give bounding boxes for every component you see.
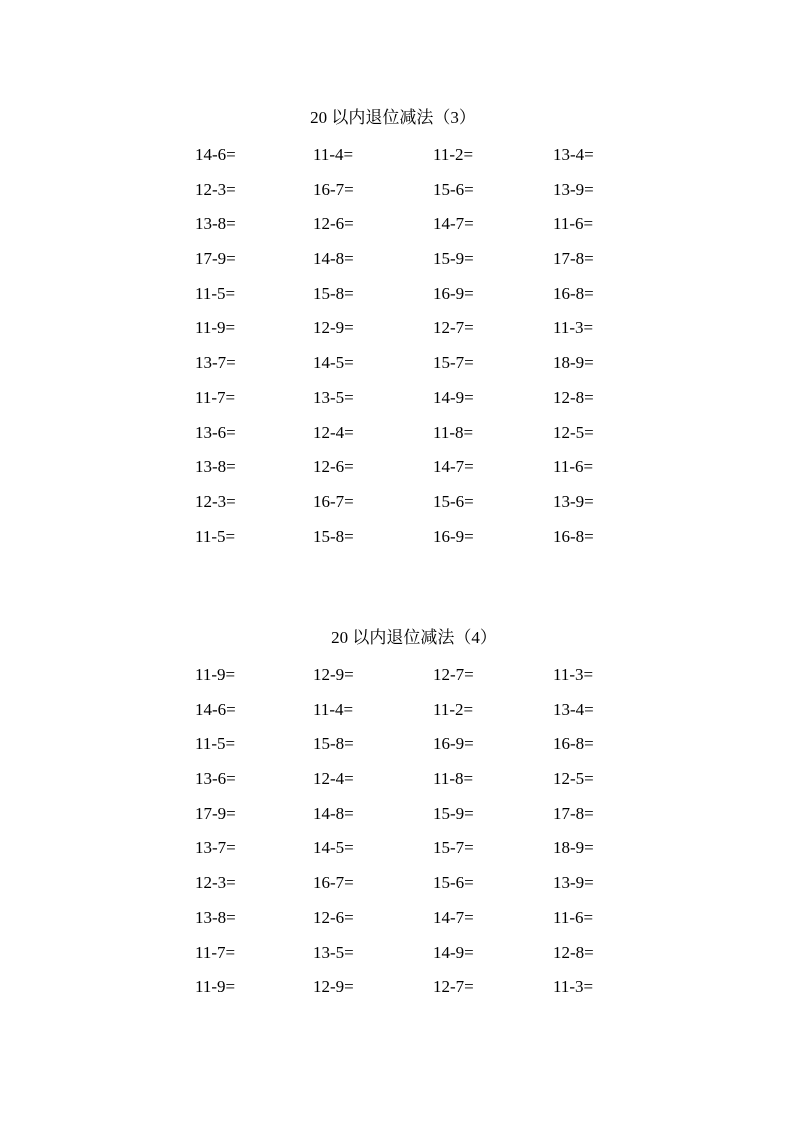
subtraction-problem: 15-6= <box>433 873 474 893</box>
subtraction-problem: 14-5= <box>313 353 354 373</box>
subtraction-problem: 16-9= <box>433 283 474 303</box>
subtraction-problem: 15-6= <box>433 491 474 511</box>
subtraction-problem: 16-7= <box>313 491 354 511</box>
subtraction-problem: 11-8= <box>433 769 474 789</box>
problem-row <box>195 277 655 312</box>
subtraction-problem: 15-8= <box>313 526 354 546</box>
problem-row <box>195 831 655 866</box>
subtraction-problem: 11-2= <box>433 699 474 719</box>
subtraction-problem: 18-9= <box>553 838 594 858</box>
subtraction-problem: 17-8= <box>553 249 594 269</box>
subtraction-problem: 12-5= <box>553 422 594 442</box>
problem-row <box>195 727 655 762</box>
subtraction-problem: 15-8= <box>313 283 354 303</box>
subtraction-problem: 16-9= <box>433 734 474 754</box>
subtraction-problem: 12-7= <box>433 318 474 338</box>
subtraction-problem: 14-5= <box>313 838 354 858</box>
subtraction-problem: 12-6= <box>313 457 354 477</box>
worksheet-title: 20 以内退位减法（3） <box>310 108 476 127</box>
subtraction-problem: 17-9= <box>195 803 236 823</box>
subtraction-problem: 14-8= <box>313 803 354 823</box>
subtraction-problem: 15-8= <box>313 734 354 754</box>
subtraction-problem: 14-8= <box>313 249 354 269</box>
problem-row <box>195 762 655 797</box>
subtraction-problem: 12-6= <box>313 907 354 927</box>
subtraction-problem: 16-7= <box>313 873 354 893</box>
problem-grid <box>195 138 655 554</box>
problem-row <box>195 242 655 277</box>
problem-row <box>195 970 655 1005</box>
subtraction-problem: 13-8= <box>195 214 236 234</box>
problem-row <box>195 693 655 728</box>
subtraction-problem: 13-8= <box>195 907 236 927</box>
subtraction-problem: 11-7= <box>195 942 236 962</box>
subtraction-problem: 13-5= <box>313 942 354 962</box>
subtraction-problem: 13-5= <box>313 387 354 407</box>
subtraction-problem: 11-3= <box>553 318 594 338</box>
subtraction-problem: 12-7= <box>433 977 474 997</box>
subtraction-problem: 18-9= <box>553 353 594 373</box>
subtraction-problem: 14-9= <box>433 942 474 962</box>
subtraction-problem: 16-8= <box>553 526 594 546</box>
problem-row <box>195 346 655 381</box>
subtraction-problem: 12-3= <box>195 491 236 511</box>
problem-row <box>195 381 655 416</box>
subtraction-problem: 16-8= <box>553 734 594 754</box>
worksheet-title: 20 以内退位减法（4） <box>331 628 497 647</box>
problem-row <box>195 658 655 693</box>
subtraction-problem: 13-7= <box>195 353 236 373</box>
subtraction-problem: 16-8= <box>553 283 594 303</box>
subtraction-problem: 12-4= <box>313 422 354 442</box>
subtraction-problem: 11-3= <box>553 665 594 684</box>
subtraction-problem: 15-9= <box>433 249 474 269</box>
subtraction-problem: 12-6= <box>313 214 354 234</box>
subtraction-problem: 12-3= <box>195 179 236 199</box>
subtraction-problem: 13-4= <box>553 699 594 719</box>
problem-row <box>195 485 655 520</box>
subtraction-problem: 14-6= <box>195 145 236 164</box>
subtraction-problem: 11-6= <box>553 907 594 927</box>
subtraction-problem: 12-9= <box>313 977 354 997</box>
subtraction-problem: 11-5= <box>195 734 236 754</box>
problem-row <box>195 901 655 936</box>
subtraction-problem: 11-9= <box>195 318 236 338</box>
subtraction-problem: 12-8= <box>553 387 594 407</box>
subtraction-problem: 15-9= <box>433 803 474 823</box>
problem-row <box>195 520 655 555</box>
subtraction-problem: 12-5= <box>553 769 594 789</box>
problem-row <box>195 450 655 485</box>
subtraction-problem: 15-7= <box>433 353 474 373</box>
subtraction-problem: 12-8= <box>553 942 594 962</box>
subtraction-problem: 14-6= <box>195 699 236 719</box>
subtraction-problem: 12-9= <box>313 318 354 338</box>
subtraction-problem: 13-9= <box>553 873 594 893</box>
subtraction-problem: 11-3= <box>553 977 594 997</box>
problem-row <box>195 173 655 208</box>
subtraction-problem: 11-7= <box>195 387 236 407</box>
subtraction-problem: 12-3= <box>195 873 236 893</box>
subtraction-problem: 14-7= <box>433 907 474 927</box>
subtraction-problem: 13-9= <box>553 491 594 511</box>
subtraction-problem: 15-7= <box>433 838 474 858</box>
subtraction-problem: 14-7= <box>433 457 474 477</box>
subtraction-problem: 15-6= <box>433 179 474 199</box>
subtraction-problem: 11-6= <box>553 457 594 477</box>
problem-row <box>195 311 655 346</box>
subtraction-problem: 11-5= <box>195 283 236 303</box>
problem-row <box>195 416 655 451</box>
subtraction-problem: 11-2= <box>433 145 474 164</box>
subtraction-problem: 11-4= <box>313 699 354 719</box>
problem-grid <box>195 658 655 1005</box>
subtraction-problem: 16-9= <box>433 526 474 546</box>
subtraction-problem: 12-9= <box>313 665 354 684</box>
subtraction-problem: 12-7= <box>433 665 474 684</box>
subtraction-problem: 17-8= <box>553 803 594 823</box>
problem-row <box>195 138 655 173</box>
subtraction-problem: 11-6= <box>553 214 594 234</box>
subtraction-problem: 17-9= <box>195 249 236 269</box>
problem-row <box>195 207 655 242</box>
subtraction-problem: 13-8= <box>195 457 236 477</box>
subtraction-problem: 13-6= <box>195 769 236 789</box>
subtraction-problem: 14-9= <box>433 387 474 407</box>
subtraction-problem: 14-7= <box>433 214 474 234</box>
subtraction-problem: 11-5= <box>195 526 236 546</box>
subtraction-problem: 13-7= <box>195 838 236 858</box>
subtraction-problem: 16-7= <box>313 179 354 199</box>
subtraction-problem: 11-8= <box>433 422 474 442</box>
subtraction-problem: 13-6= <box>195 422 236 442</box>
problem-row <box>195 866 655 901</box>
subtraction-problem: 12-4= <box>313 769 354 789</box>
subtraction-problem: 13-4= <box>553 145 594 164</box>
problem-row <box>195 936 655 971</box>
subtraction-problem: 11-9= <box>195 665 236 684</box>
problem-row <box>195 797 655 832</box>
subtraction-problem: 11-4= <box>313 145 354 164</box>
subtraction-problem: 13-9= <box>553 179 594 199</box>
subtraction-problem: 11-9= <box>195 977 236 997</box>
